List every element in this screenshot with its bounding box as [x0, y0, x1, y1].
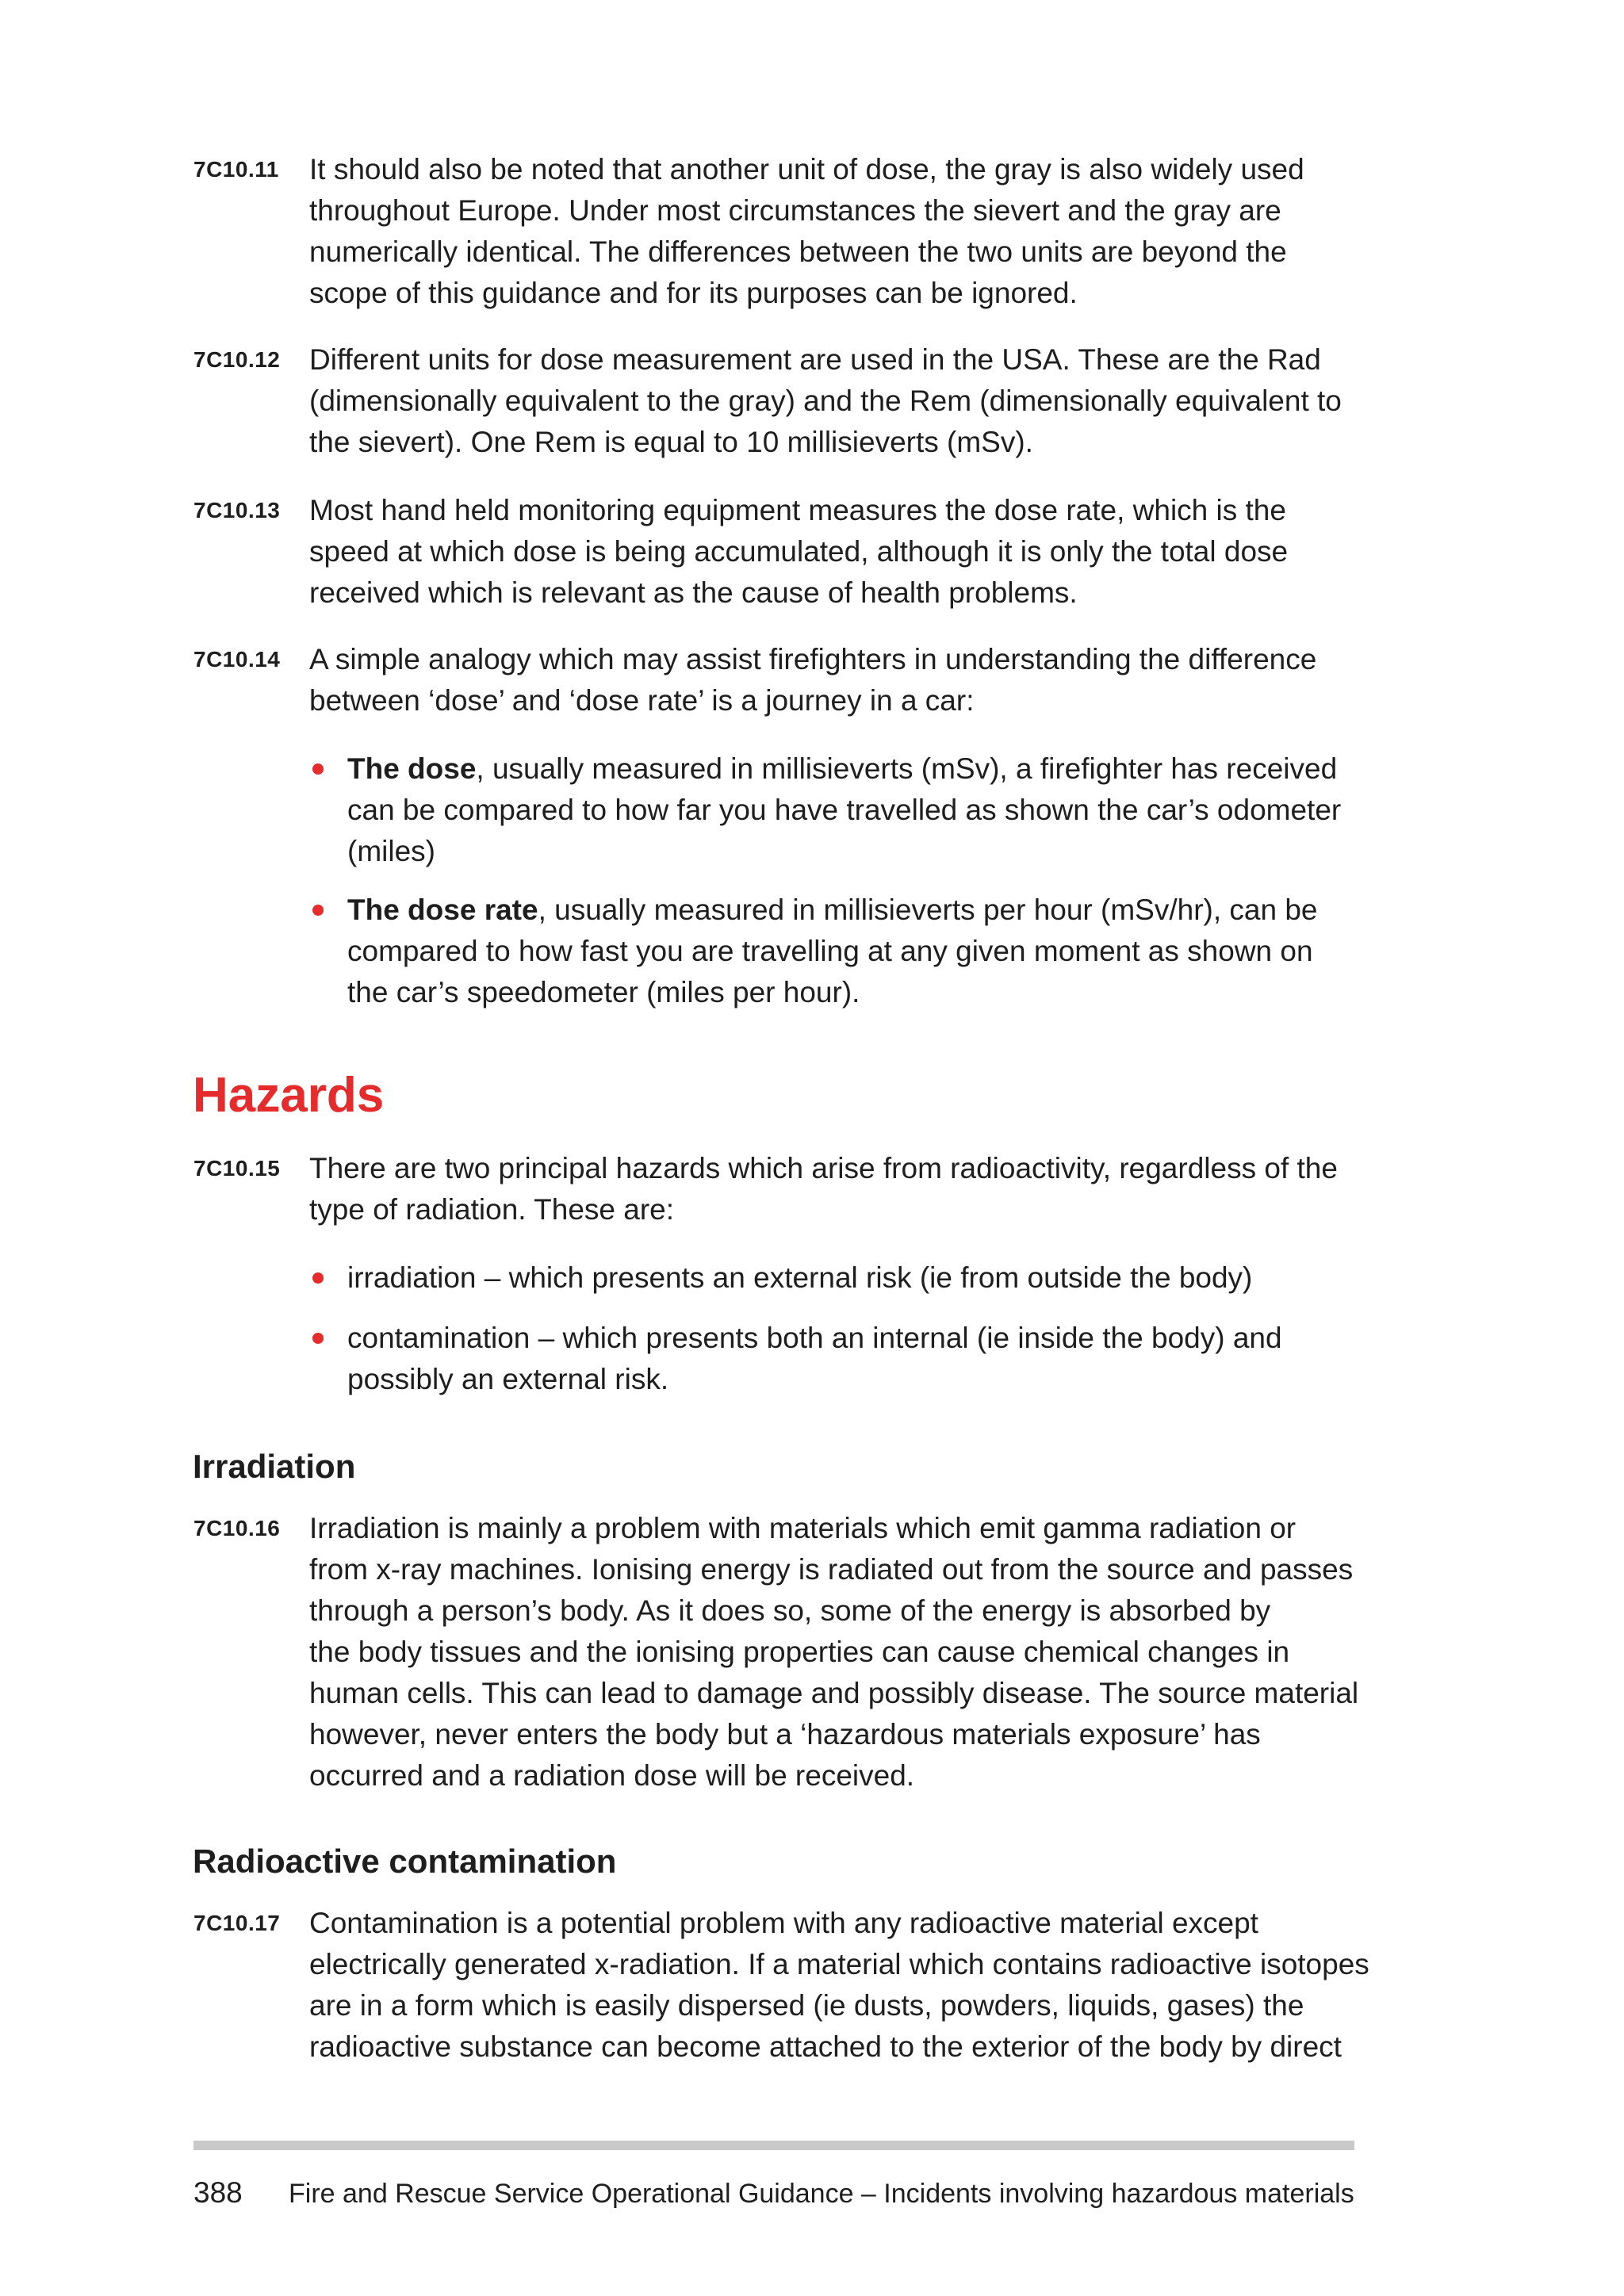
text-line: the car’s speedometer (miles per hour). [347, 976, 860, 1008]
text-line: between ‘dose’ and ‘dose rate’ is a journey in a car: [309, 684, 975, 717]
text-fragment: , usually measured in millisieverts per hour (mSv/hr), can be [538, 894, 1318, 926]
text-line: There are two principal hazards which arise from radioactivity, regardless of the [309, 1152, 1338, 1184]
paragraph-number: 7C10.11 [193, 157, 279, 182]
text-line: (miles) [347, 835, 435, 867]
subheading-radioactive-contamination: Radioactive contamination [193, 1843, 617, 1880]
paragraph-7c10-15 [193, 1148, 1367, 1230]
text-line: throughout Europe. Under most circumstances the sievert and the gray are [309, 194, 1281, 227]
text-line: the sievert). One Rem is equal to 10 millisieverts (mSv). [309, 426, 1033, 458]
text-line: irradiation – which presents an external risk (ie from outside the body) [347, 1261, 1253, 1294]
text-line: from x-ray machines. Ionising energy is radiated out from the source and passes [309, 1553, 1354, 1586]
text-line: the body tissues and the ionising properties can cause chemical changes in [309, 1636, 1290, 1668]
text-fragment: , usually measured in millisieverts (mSv), a firefighter has received [476, 752, 1338, 785]
text-line: compared to how fast you are travelling at any given moment as shown on [347, 935, 1313, 967]
list-item [309, 1257, 1380, 1299]
text-line: numerically identical. The differences between the two units are beyond the [309, 235, 1287, 268]
dose-bullet-list [309, 748, 1380, 1013]
text-line: through a person’s body. As it does so, some of the energy is absorbed by [309, 1594, 1271, 1627]
text-line: can be compared to how far you have travelled as shown the car’s odometer [347, 794, 1342, 826]
text-line: however, never enters the body but a ‘hazardous materials exposure’ has [309, 1718, 1261, 1751]
text-line [347, 890, 1380, 931]
text-line: received which is relevant as the cause of health problems. [309, 576, 1078, 609]
list-item [309, 890, 1380, 1013]
section-heading-hazards: Hazards [193, 1068, 385, 1123]
text-line: possibly an external risk. [347, 1363, 669, 1395]
paragraph-text [309, 149, 1367, 314]
bullet-icon [312, 905, 324, 916]
paragraph-7c10-17 [193, 1903, 1367, 2068]
bold-term: The dose rate [347, 894, 538, 926]
page-number: 388 [193, 2176, 243, 2209]
paragraph-text [309, 339, 1367, 463]
text-line: Contamination is a potential problem with any radioactive material except [309, 1907, 1258, 1939]
text-line [347, 748, 1380, 790]
paragraph-7c10-12 [193, 339, 1367, 463]
footer-title: Fire and Rescue Service Operational Guidance – Incidents involving hazardous materials [289, 2179, 1354, 2209]
text-line: human cells. This can lead to damage and possibly disease. The source material [309, 1677, 1359, 1709]
text-line: It should also be noted that another unit of dose, the gray is also widely used [309, 153, 1304, 186]
paragraph-text [309, 1903, 1367, 2068]
text-line: occurred and a radiation dose will be received. [309, 1759, 915, 1792]
paragraph-7c10-14 [193, 639, 1367, 721]
paragraph-number: 7C10.14 [193, 647, 281, 672]
list-item [309, 1318, 1380, 1400]
paragraph-7c10-13 [193, 490, 1367, 614]
paragraph-number: 7C10.15 [193, 1156, 281, 1181]
text-line: radioactive substance can become attached to the exterior of the body by direct [309, 2030, 1342, 2063]
bullet-icon [312, 1272, 324, 1284]
text-line: (dimensionally equivalent to the gray) and the Rem (dimensionally equivalent to [309, 385, 1342, 417]
paragraph-number: 7C10.17 [193, 1911, 281, 1935]
paragraph-number: 7C10.12 [193, 347, 281, 372]
text-line: A simple analogy which may assist firefighters in understanding the difference [309, 643, 1317, 675]
text-line: contamination – which presents both an internal (ie inside the body) and [347, 1322, 1282, 1354]
paragraph-7c10-11 [193, 149, 1367, 314]
bullet-icon [312, 1333, 324, 1344]
bold-term: The dose [347, 752, 477, 785]
paragraph-number: 7C10.13 [193, 498, 281, 522]
text-line: Most hand held monitoring equipment measures the dose rate, which is the [309, 494, 1286, 526]
paragraph-text [309, 1508, 1367, 1797]
list-item [309, 748, 1380, 872]
text-line: speed at which dose is being accumulated, although it is only the total dose [309, 535, 1289, 568]
text-line: Irradiation is mainly a problem with materials which emit gamma radiation or [309, 1512, 1297, 1544]
paragraph-text [309, 1148, 1367, 1230]
bullet-icon [312, 763, 324, 775]
footer-rule [193, 2141, 1354, 2150]
paragraph-number: 7C10.16 [193, 1516, 281, 1540]
paragraph-text [309, 490, 1367, 614]
subheading-irradiation: Irradiation [193, 1448, 356, 1485]
text-line: electrically generated x-radiation. If a material which contains radioactive isotopes [309, 1948, 1369, 1980]
hazard-bullet-list [309, 1257, 1380, 1400]
text-line: Different units for dose measurement are used in the USA. These are the Rad [309, 343, 1321, 376]
text-line: type of radiation. These are: [309, 1193, 675, 1226]
paragraph-text [309, 639, 1367, 721]
text-line: scope of this guidance and for its purposes can be ignored. [309, 277, 1078, 309]
paragraph-7c10-16 [193, 1508, 1367, 1797]
text-line: are in a form which is easily dispersed (ie dusts, powders, liquids, gases) the [309, 1989, 1304, 2022]
